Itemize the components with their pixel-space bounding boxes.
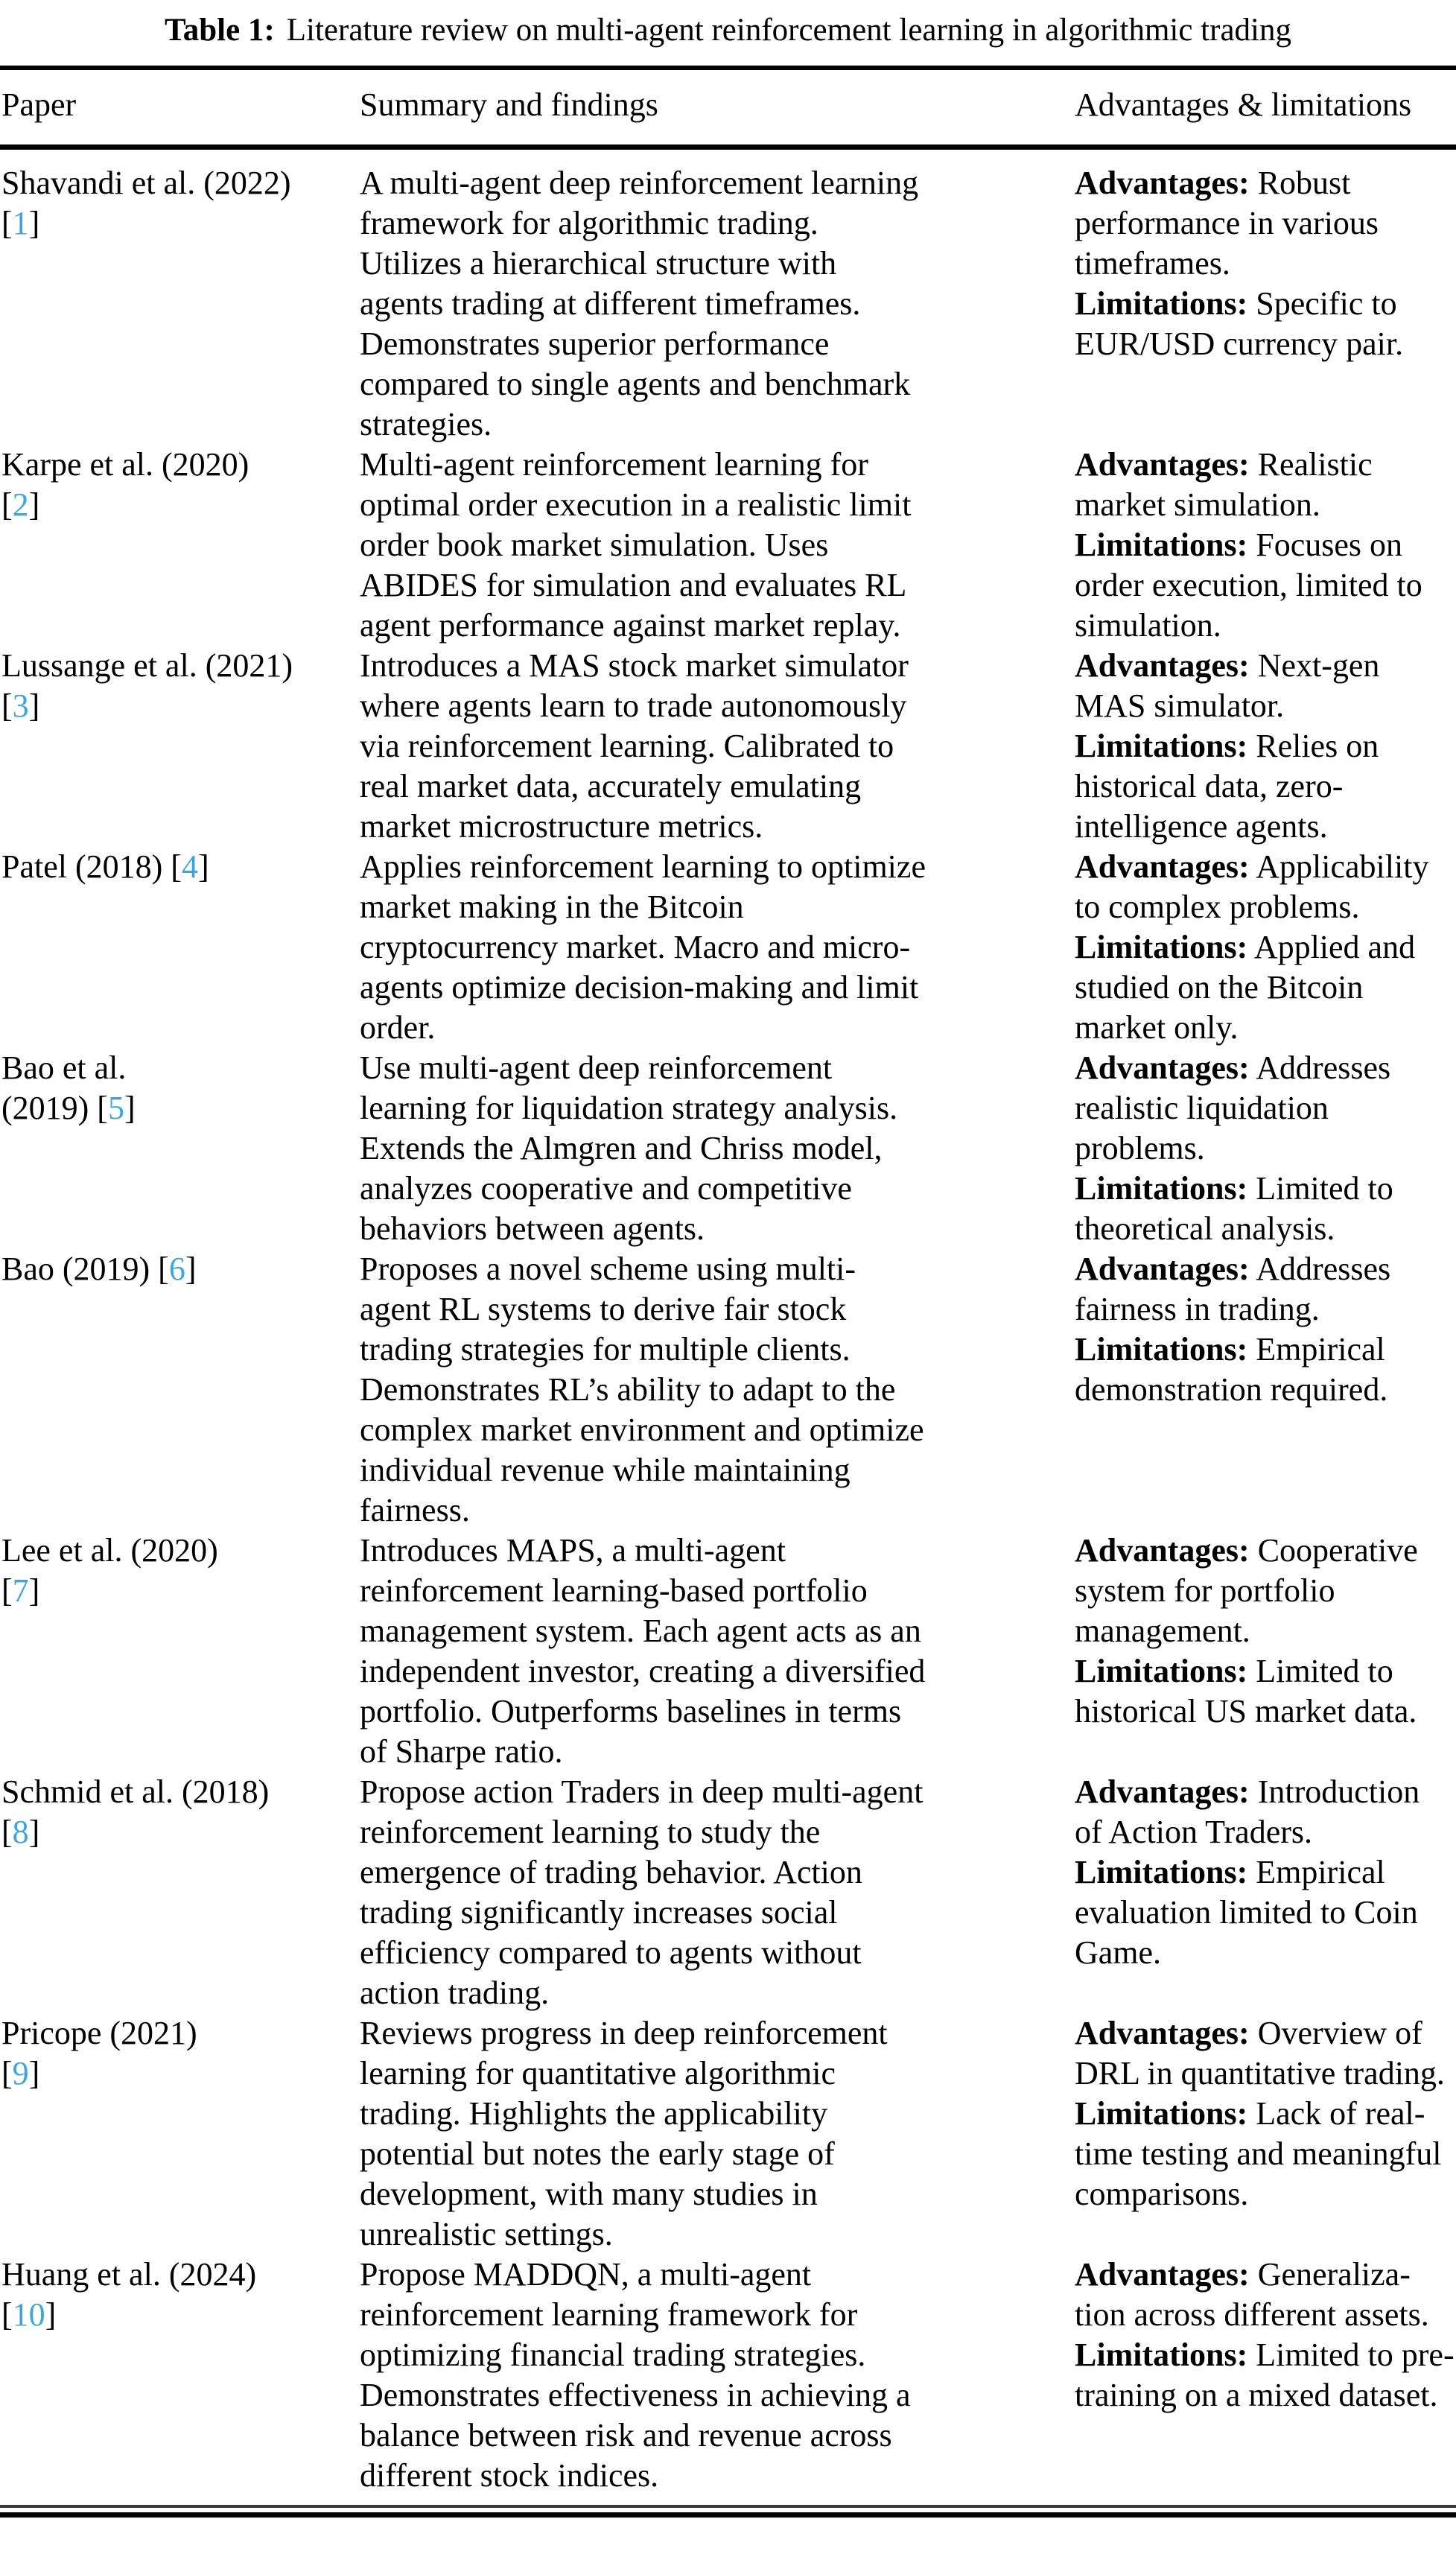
limitations-text: Limitations: Applied and studied on the Bitcoin market only. (1075, 929, 1416, 1046)
advantages-text: Advantages: Introduction of Action Traders. (1075, 1773, 1420, 1850)
paper-reference-line: Bao (2019) [6] (1, 1251, 197, 1287)
limitations-label: Limitations: (1075, 2095, 1248, 2132)
advantages-limitations-cell (1075, 2255, 1456, 2415)
limitations-label: Limitations: (1075, 929, 1248, 965)
advantages-limitations-cell (1075, 445, 1456, 646)
paper-reference-line: Lussange et al. (2021) (1, 647, 293, 684)
paper-cell (0, 1249, 360, 1289)
summary-cell: Propose MADDQN, a multi-agent reinforcement learning framework for optimizing financial trading strategies. Demonstrates effectiveness in achieving a balance between risk and revenue across different stock indices. (360, 2256, 911, 2494)
summary-cell: Use multi-agent deep reinforcement learning for liquidation strategy analysis. Extends the Almgren and Chriss model, analyzes cooperative and competitive behaviors between agents. (360, 1049, 898, 1247)
advantages-text: Advantages: Addresses realistic liquidation problems. (1075, 1049, 1391, 1166)
advantages-label: Advantages: (1075, 848, 1250, 885)
citation-link[interactable]: 3 (12, 687, 29, 724)
paper-reference-line: [1] (1, 205, 40, 241)
table-row (0, 1772, 1456, 2013)
table-row (0, 1048, 1456, 1249)
paper-cell (0, 1048, 360, 1128)
advantages-text: Advantages: Overview of DRL in quantitative trading. (1075, 2015, 1445, 2091)
advantages-label: Advantages: (1075, 1532, 1250, 1569)
limitations-label: Limitations: (1075, 1653, 1248, 1689)
advantages-limitations-cell (1075, 163, 1456, 364)
column-header-paper: Paper (1, 86, 77, 123)
paper-reference-line: (2019) [5] (1, 1090, 136, 1126)
citation-link[interactable]: 10 (12, 2296, 45, 2333)
paper-reference-line: Bao et al. (1, 1049, 127, 1086)
limitations-text: Limitations: Empirical evaluation limited to Coin Game. (1075, 1854, 1418, 1971)
summary-cell: Applies reinforcement learning to optimize market making in the Bitcoin cryptocurrency market. Macro and micro-agents optimize decision-making and limit order. (360, 848, 926, 1046)
advantages-text: Advantages: Next-gen MAS simulator. (1075, 647, 1380, 724)
advantages-text: Advantages: Cooperative system for portfolio management. (1075, 1532, 1418, 1649)
paper-reference-line: [9] (1, 2055, 40, 2091)
limitations-label: Limitations: (1075, 728, 1248, 764)
table-row (0, 646, 1456, 847)
column-header-summary: Summary and findings (360, 86, 658, 123)
paper-cell (0, 445, 360, 525)
limitations-label: Limitations: (1075, 1854, 1248, 1890)
advantages-label: Advantages: (1075, 1773, 1250, 1810)
citation-link[interactable]: 6 (168, 1251, 185, 1287)
paper-reference-line: Patel (2018) [4] (1, 848, 209, 885)
summary-cell: Proposes a novel scheme using multi-agent RL systems to derive fair stock trading strategies for multiple clients. Demonstrates RL’s ability to adapt to the complex market environment and optimize individual revenue while maintaining fairness. (360, 1251, 924, 1528)
table-caption-label: Table 1: (165, 13, 275, 48)
paper-cell (0, 2255, 360, 2335)
table-row (0, 847, 1456, 1048)
limitations-label: Limitations: (1075, 285, 1248, 322)
table-header-row (0, 70, 1456, 144)
limitations-text: Limitations: Empirical demonstration required. (1075, 1331, 1388, 1408)
limitations-label: Limitations: (1075, 2337, 1248, 2373)
advantages-text: Advantages: Applicability to complex problems. (1075, 848, 1429, 925)
paper-reference-line: Karpe et al. (2020) (1, 446, 249, 483)
paper-reference-line: [8] (1, 1814, 40, 1850)
citation-link[interactable]: 7 (12, 1572, 29, 1609)
advantages-label: Advantages: (1075, 2256, 1250, 2293)
advantages-label: Advantages: (1075, 647, 1250, 684)
advantages-limitations-cell (1075, 2013, 1456, 2214)
table-header-rule (0, 144, 1456, 150)
summary-cell: Multi-agent reinforcement learning for optimal order execution in a realistic limit order book market simulation. Uses ABIDES for simulation and evaluates RL agent performance against market replay. (360, 446, 912, 644)
limitations-text: Limitations: Focuses on order execution, limited to simulation. (1075, 527, 1422, 644)
citation-link[interactable]: 5 (107, 1090, 124, 1126)
limitations-text: Limitations: Limited to theoretical analysis. (1075, 1170, 1393, 1247)
limitations-text: Limitations: Limited to pre-training on a mixed dataset. (1075, 2337, 1455, 2413)
paper-cell (0, 1531, 360, 1611)
limitations-label: Limitations: (1075, 1170, 1248, 1207)
table-row (0, 163, 1456, 445)
advantages-text: Advantages: Generaliza-tion across different assets. (1075, 2256, 1429, 2333)
table-caption-text: Literature review on multi-agent reinforcement learning in algorithmic trading (286, 13, 1291, 48)
advantages-label: Advantages: (1075, 165, 1250, 201)
table-bottom-rule (0, 2505, 1456, 2518)
paper-reference-line: Shavandi et al. (2022) (1, 165, 291, 201)
table-row (0, 2255, 1456, 2496)
limitations-label: Limitations: (1075, 527, 1248, 563)
limitations-label: Limitations: (1075, 1331, 1248, 1368)
paper-cell (0, 163, 360, 244)
paper-reference-line: [3] (1, 687, 40, 724)
table-row (0, 1531, 1456, 1772)
table-row (0, 2013, 1456, 2255)
paper-reference-line: Pricope (2021) (1, 2015, 197, 2051)
advantages-label: Advantages: (1075, 1251, 1250, 1287)
advantages-label: Advantages: (1075, 1049, 1250, 1086)
citation-link[interactable]: 9 (12, 2055, 29, 2091)
column-header-advantages-limitations: Advantages & limitations (1075, 86, 1412, 123)
advantages-limitations-cell (1075, 1249, 1456, 1410)
limitations-text: Limitations: Relies on historical data, zero-intelligence agents. (1075, 728, 1379, 845)
limitations-text: Limitations: Limited to historical US market data. (1075, 1653, 1417, 1729)
limitations-text: Limitations: Specific to EUR/USD currency pair. (1075, 285, 1404, 362)
advantages-text: Advantages: Realistic market simulation. (1075, 446, 1373, 523)
advantages-limitations-cell (1075, 1048, 1456, 1249)
summary-cell: A multi-agent deep reinforcement learning framework for algorithmic trading. Utilizes a hierarchical structure with agents trading at different timeframes. Demonstrates superior performance compared to single agents and benchmark strategies. (360, 165, 919, 442)
paper-reference-line: Schmid et al. (2018) (1, 1773, 270, 1810)
paper-cell (0, 2013, 360, 2094)
advantages-text: Advantages: Robust performance in various timeframes. (1075, 165, 1379, 282)
paper-cell (0, 1772, 360, 1852)
limitations-text: Limitations: Lack of real-time testing and meaningful comparisons. (1075, 2095, 1442, 2212)
advantages-label: Advantages: (1075, 446, 1250, 483)
table-body (0, 150, 1456, 2496)
table-row (0, 445, 1456, 646)
summary-cell: Introduces a MAS stock market simulator where agents learn to trade autonomously via reinforcement learning. Calibrated to real market data, accurately emulating market microstructure metrics. (360, 647, 909, 845)
citation-link[interactable]: 8 (12, 1814, 29, 1850)
paper-reference-line: [10] (1, 2296, 57, 2333)
advantages-limitations-cell (1075, 646, 1456, 847)
table-caption (0, 10, 1456, 51)
paper-reference-line: [7] (1, 1572, 40, 1609)
paper-cell (0, 847, 360, 887)
paper-reference-line: Huang et al. (2024) (1, 2256, 257, 2293)
paper-cell (0, 646, 360, 726)
citation-link[interactable]: 1 (12, 205, 29, 241)
summary-cell: Propose action Traders in deep multi-agent reinforcement learning to study the emergence of trading behavior. Action trading significantly increases social efficiency compared to agents without action trading. (360, 1773, 923, 2011)
advantages-text: Advantages: Addresses fairness in trading. (1075, 1251, 1391, 1327)
paper-reference-line: Lee et al. (2020) (1, 1532, 218, 1569)
citation-link[interactable]: 4 (181, 848, 198, 885)
advantages-limitations-cell (1075, 847, 1456, 1048)
advantages-limitations-cell (1075, 1531, 1456, 1732)
paper-reference-line: [2] (1, 486, 40, 523)
advantages-limitations-cell (1075, 1772, 1456, 1973)
summary-cell: Introduces MAPS, a multi-agent reinforcement learning-based portfolio management system. Each agent acts as an independent investor, creating a diversified portfolio. Outperforms baselines in terms of Sharpe ratio. (360, 1532, 926, 1770)
citation-link[interactable]: 2 (12, 486, 29, 523)
summary-cell: Reviews progress in deep reinforcement learning for quantitative algorithmic trading. Highlights the applicability potential but notes the early stage of development, with many studies in unrealistic settings. (360, 2015, 888, 2252)
advantages-label: Advantages: (1075, 2015, 1250, 2051)
table-row (0, 1249, 1456, 1531)
